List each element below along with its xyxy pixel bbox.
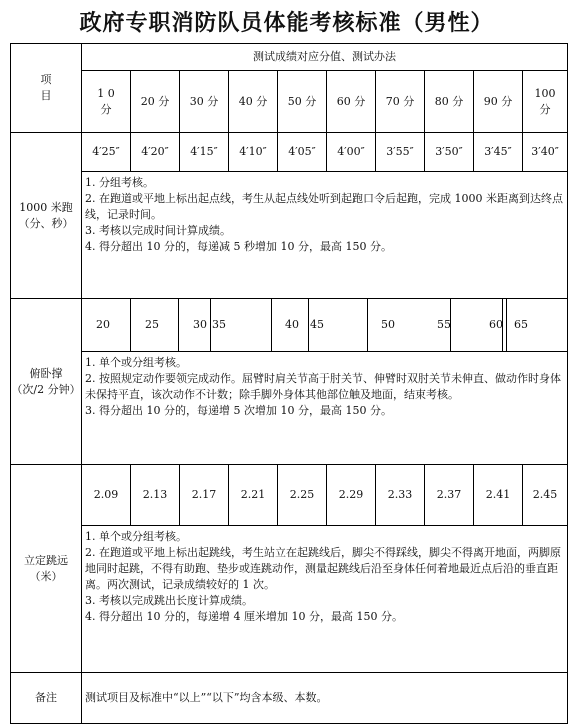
jump-method-line: 3. 考核以完成跳出长度计算成绩。 <box>85 594 253 607</box>
jump-method-line: 1. 单个或分组考核。 <box>85 530 187 543</box>
run-values-row <box>11 133 568 172</box>
jump-value: 2.09 <box>82 465 131 526</box>
jump-value: 2.41 <box>474 465 523 526</box>
score-10: 1 0 分 <box>82 71 131 133</box>
run-value: 4′10″ <box>229 133 278 172</box>
score-20: 20 分 <box>131 71 180 133</box>
run-label: 1000 米跑 （分、秒） <box>11 133 82 299</box>
jump-value: 2.45 <box>523 465 568 526</box>
pushup-value: 25 <box>145 318 159 331</box>
run-value: 4′15″ <box>180 133 229 172</box>
pushup-method <box>82 352 568 465</box>
score-30: 30 分 <box>180 71 229 133</box>
pushup-label: 俯卧撑 （次/2 分钟） <box>11 299 82 465</box>
run-value: 4′20″ <box>131 133 180 172</box>
run-value: 4′05″ <box>278 133 327 172</box>
remarks-text: 测试项目及标准中“以上”“以下”均含本级、本数。 <box>82 673 568 724</box>
pushup-method-line: 1. 单个或分组考核。 <box>85 356 187 369</box>
run-method-line: 4. 得分超出 10 分的，每递减 5 秒增加 10 分，最高 150 分。 <box>85 240 392 253</box>
score-70: 70 分 <box>376 71 425 133</box>
pushup-value: 30 <box>193 318 207 331</box>
pushup-method-line: 3. 得分超出 10 分的，每递增 5 次增加 10 分，最高 150 分。 <box>85 404 392 417</box>
jump-value: 2.37 <box>425 465 474 526</box>
jump-value: 2.13 <box>131 465 180 526</box>
jump-method <box>82 526 568 673</box>
pushup-value: 45 <box>310 318 324 331</box>
pushup-values <box>82 299 568 352</box>
score-50: 50 分 <box>278 71 327 133</box>
score-40: 40 分 <box>229 71 278 133</box>
run-method-line: 3. 考核以完成时间计算成绩。 <box>85 224 231 237</box>
run-value: 4′25″ <box>82 133 131 172</box>
jump-method-line: 4. 得分超出 10 分的，每递增 4 厘米增加 10 分，最高 150 分。 <box>85 610 403 623</box>
remarks-label: 备注 <box>11 673 82 724</box>
jump-label: 立定跳远 （米） <box>11 465 82 673</box>
pushup-value: 55 <box>437 318 451 331</box>
run-value: 4′00″ <box>327 133 376 172</box>
jump-values-row <box>11 465 568 526</box>
run-method <box>82 172 568 299</box>
jump-value: 2.33 <box>376 465 425 526</box>
run-value: 3′55″ <box>376 133 425 172</box>
fitness-standard-table <box>10 43 568 724</box>
pushup-values-row <box>11 299 568 352</box>
item-header: 项 目 <box>11 44 82 133</box>
run-value: 3′40″ <box>523 133 568 172</box>
pushup-value: 35 <box>212 318 226 331</box>
run-value: 3′45″ <box>474 133 523 172</box>
jump-value: 2.29 <box>327 465 376 526</box>
run-value: 3′50″ <box>425 133 474 172</box>
scores-heading: 测试成绩对应分值、测试办法 <box>82 44 568 71</box>
pushup-value: 60 <box>489 318 503 331</box>
score-100: 100 分 <box>523 71 568 133</box>
jump-value: 2.17 <box>180 465 229 526</box>
pushup-value: 40 <box>285 318 299 331</box>
score-80: 80 分 <box>425 71 474 133</box>
pushup-method-line: 2. 按照规定动作要领完成动作。屈臂时肩关节高于肘关节、伸臂时双肘关节未伸直、做动作时身体未保持平直，该次动作不计数；除手脚外身体其他部位触及地面，结束考核。 <box>85 372 561 401</box>
page-title: 政府专职消防队员体能考核标准（男性） <box>79 10 494 36</box>
pushup-value: 65 <box>514 318 528 331</box>
jump-value: 2.25 <box>278 465 327 526</box>
score-header-row <box>11 71 568 133</box>
jump-method-line: 2. 在跑道或平地上标出起跳线，考生站立在起跳线后，脚尖不得踩线，脚尖不得离开地面，两脚原地同时起跳，不得有助跑、垫步或连跳动作，测量起跳线后沿至身体任何着地最近点后沿的垂直距离。两次测试，记录成绩较好的 1 次。 <box>85 546 561 591</box>
pushup-value: 50 <box>381 318 395 331</box>
pushup-value: 20 <box>96 318 110 331</box>
run-method-line: 1. 分组考核。 <box>85 176 154 189</box>
score-60: 60 分 <box>327 71 376 133</box>
run-method-line: 2. 在跑道或平地上标出起点线，考生从起点线处听到起跑口令后起跑，完成 1000 米距离到达终点线，记录时间。 <box>85 192 563 221</box>
score-90: 90 分 <box>474 71 523 133</box>
jump-value: 2.21 <box>229 465 278 526</box>
